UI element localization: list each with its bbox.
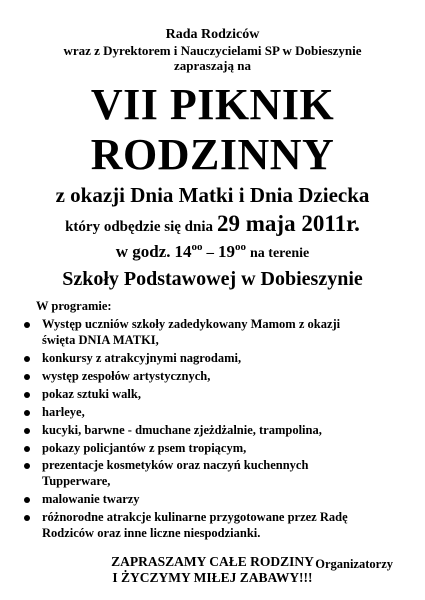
- list-item: [24, 492, 364, 508]
- hours-label: w godz.: [115, 242, 171, 261]
- list-item-text: malowanie twarzy: [42, 492, 140, 507]
- bullet-icon: [24, 428, 30, 434]
- hours-suffix: na terenie: [250, 246, 310, 261]
- list-item-text: harleye,: [42, 404, 85, 419]
- program-heading: W programie:: [36, 299, 112, 313]
- list-item-text: Występ uczniów szkoły zadedykowany Mamom z okazji święta DNIA MATKI,: [42, 317, 341, 347]
- bullet-icon: [24, 497, 30, 503]
- list-item: [24, 317, 364, 348]
- event-title-line1: VII PIKNIK: [90, 80, 335, 129]
- bullet-icon: [24, 463, 30, 469]
- list-item-text: występ zespołów artystycznych,: [42, 368, 211, 383]
- signature: Organizatorzy: [315, 557, 393, 571]
- list-item: [24, 423, 364, 439]
- event-date-line: [0, 211, 425, 240]
- list-item-text: konkursy z atrakcyjnymi nagrodami,: [42, 350, 242, 365]
- list-item-text: różnorodne atrakcje kulinarne przygotowane przez Radę Rodziców oraz inne liczne niespodzianki.: [42, 510, 348, 540]
- list-item: [24, 441, 364, 457]
- header-organizer: Rada Rodziców: [165, 27, 260, 42]
- closing-line2: I ŻYCZYMY MIŁEJ ZABAWY!!!: [112, 570, 313, 586]
- bullet-icon: [24, 322, 30, 328]
- bullet-icon: [24, 356, 30, 362]
- list-item-text: kucyki, barwne - dmuchane zjeżdżalnie, trampolina,: [42, 422, 322, 437]
- event-date: 29 maja 2011r.: [217, 211, 360, 236]
- end-minutes: oo: [235, 241, 247, 253]
- event-hours-line: [0, 241, 425, 265]
- list-item: [24, 405, 364, 421]
- list-item-text: pokaz sztuki walk,: [42, 386, 141, 401]
- list-item-text: pokazy policjantów z psem tropiącym,: [42, 440, 247, 455]
- list-item: [24, 369, 364, 385]
- bullet-icon: [24, 410, 30, 416]
- list-item-text: prezentacje kosmetyków oraz naczyń kuchennych Tupperware,: [42, 458, 309, 489]
- header-invite: zapraszają na: [174, 58, 251, 73]
- start-hour: 14: [174, 242, 192, 261]
- start-minutes: oo: [191, 241, 203, 253]
- list-item: [24, 351, 364, 367]
- start-time: [175, 242, 203, 261]
- list-item: [24, 458, 364, 489]
- event-venue: Szkoły Podstawowej w Dobieszynie: [62, 268, 363, 290]
- end-time: [218, 242, 246, 261]
- program-list: [0, 317, 364, 541]
- event-occasion: z okazji Dnia Matki i Dnia Dziecka: [55, 183, 370, 207]
- date-prefix: który odbędzie się dnia: [65, 219, 214, 235]
- list-item: [24, 510, 364, 541]
- end-hour: 19: [218, 242, 236, 261]
- list-item: [24, 387, 364, 403]
- closing-line1: ZAPRASZAMY CAŁE RODZINY: [111, 554, 314, 570]
- bullet-icon: [24, 374, 30, 380]
- bullet-icon: [24, 446, 30, 452]
- event-title-line2: RODZINNY: [90, 130, 335, 179]
- header-cohosts: wraz z Dyrektorem i Nauczycielami SP w Dobieszynie: [63, 43, 362, 58]
- bullet-icon: [24, 515, 30, 521]
- time-dash: –: [206, 245, 215, 261]
- bullet-icon: [24, 392, 30, 398]
